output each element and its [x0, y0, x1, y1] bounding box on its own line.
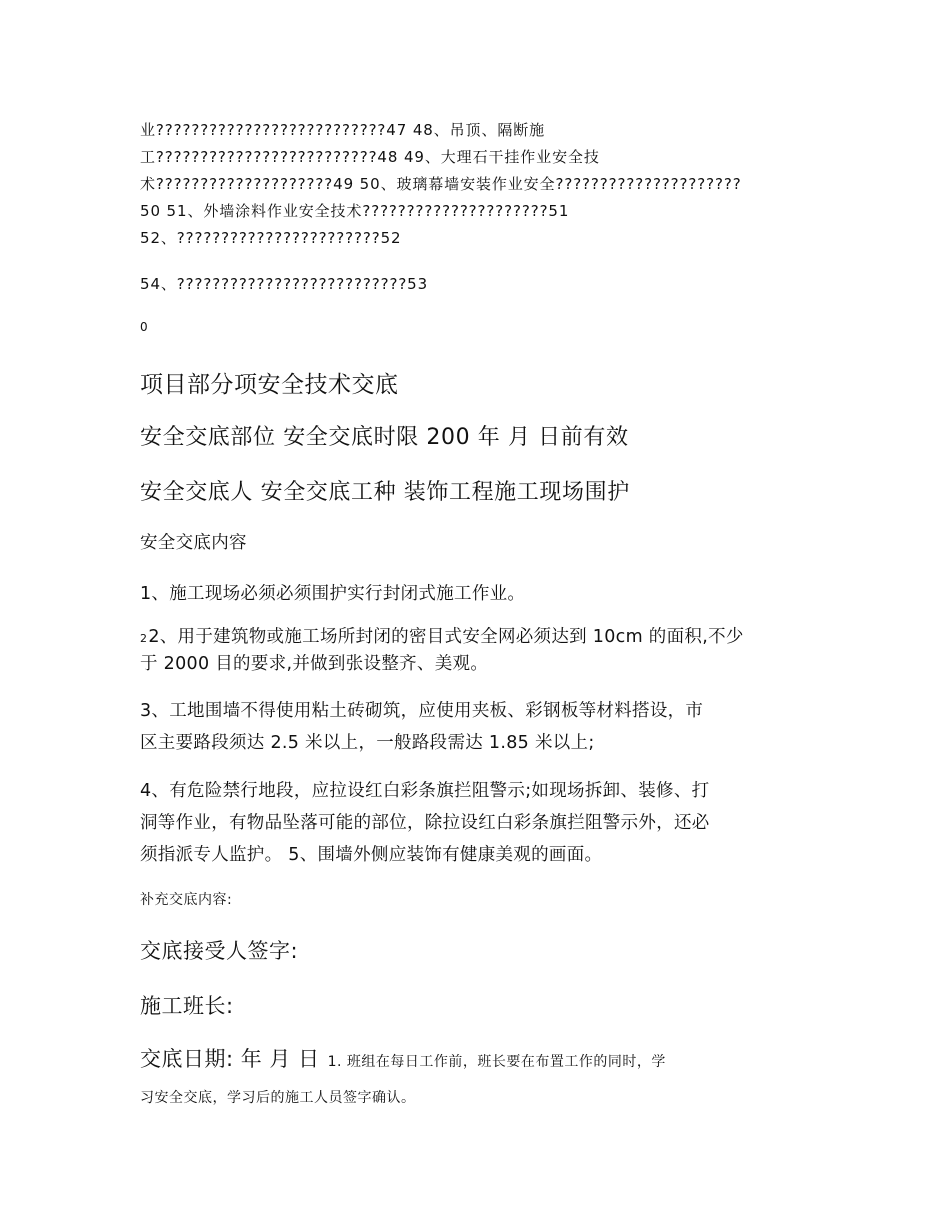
item-3-line-1: 3、工地围墙不得使用粘土砖砌筑，应使用夹板、彩钢板等材料搭设，市 [140, 701, 704, 721]
item-2-line-1 [140, 623, 744, 648]
supplement-label: 补充交底内容: [140, 892, 233, 908]
document-title: 项目部分项安全技术交底 [140, 372, 399, 398]
toc-line-2: 工?????????????????????????48 49、大理石干挂作业安全技 [140, 148, 600, 166]
item-4-line-3: 须指派专人监护。 5、围墙外侧应装饰有健康美观的画面。 [140, 845, 603, 865]
header-row-location-deadline: 安全交底部位 安全交底时限 200 年 月 日前有效 [140, 425, 629, 450]
header-row-person-trade: 安全交底人 安全交底工种 装饰工程施工现场围护 [140, 480, 630, 505]
content-label: 安全交底内容 [140, 533, 247, 553]
date-row [140, 1043, 666, 1073]
item-2-marker: 2 [140, 632, 148, 645]
date-label: 交底日期: 年 月 日 [140, 1047, 320, 1071]
page-number: 0 [140, 320, 148, 334]
toc-line-4: 50 51、外墙涂料作业安全技术?????????????????????51 [140, 202, 570, 220]
toc-line-5: 52、???????????????????????52 [140, 229, 402, 247]
date-note-line-2: 习安全交底，学习后的施工人员签字确认。 [140, 1090, 416, 1106]
item-1: 1、施工现场必须必须围护实行封闭式施工作业。 [140, 584, 526, 604]
item-4-line-2: 洞等作业，有物品坠落可能的部位，除拉设红白彩条旗拦阻警示外，还必 [140, 813, 710, 833]
item-3-line-2: 区主要路段须达 2.5 米以上，一般路段需达 1.85 米以上; [140, 733, 595, 753]
item-4-line-1: 4、有危险禁行地段，应拉设红白彩条旗拦阻警示;如现场拆卸、装修、打 [140, 781, 710, 801]
toc-line-3: 术????????????????????49 50、玻璃幕墙安装作业安全????????????????????? [140, 175, 742, 193]
date-note-line-1: 1. 班组在每日工作前，班长要在布置工作的同时，学 [327, 1054, 666, 1070]
item-2-text: 2、用于建筑物或施工场所封闭的密目式安全网必须达到 10cm 的面积,不少 [148, 627, 744, 647]
foreman-label: 施工班长: [140, 994, 234, 1018]
toc-line-6: 54、??????????????????????????53 [140, 275, 429, 293]
item-2-line-2: 于 2000 目的要求,并做到张设整齐、美观。 [140, 654, 489, 674]
toc-line-1: 业??????????????????????????47 48、吊顶、隔断施 [140, 121, 546, 139]
receiver-signature-label: 交底接受人签字: [140, 939, 299, 963]
